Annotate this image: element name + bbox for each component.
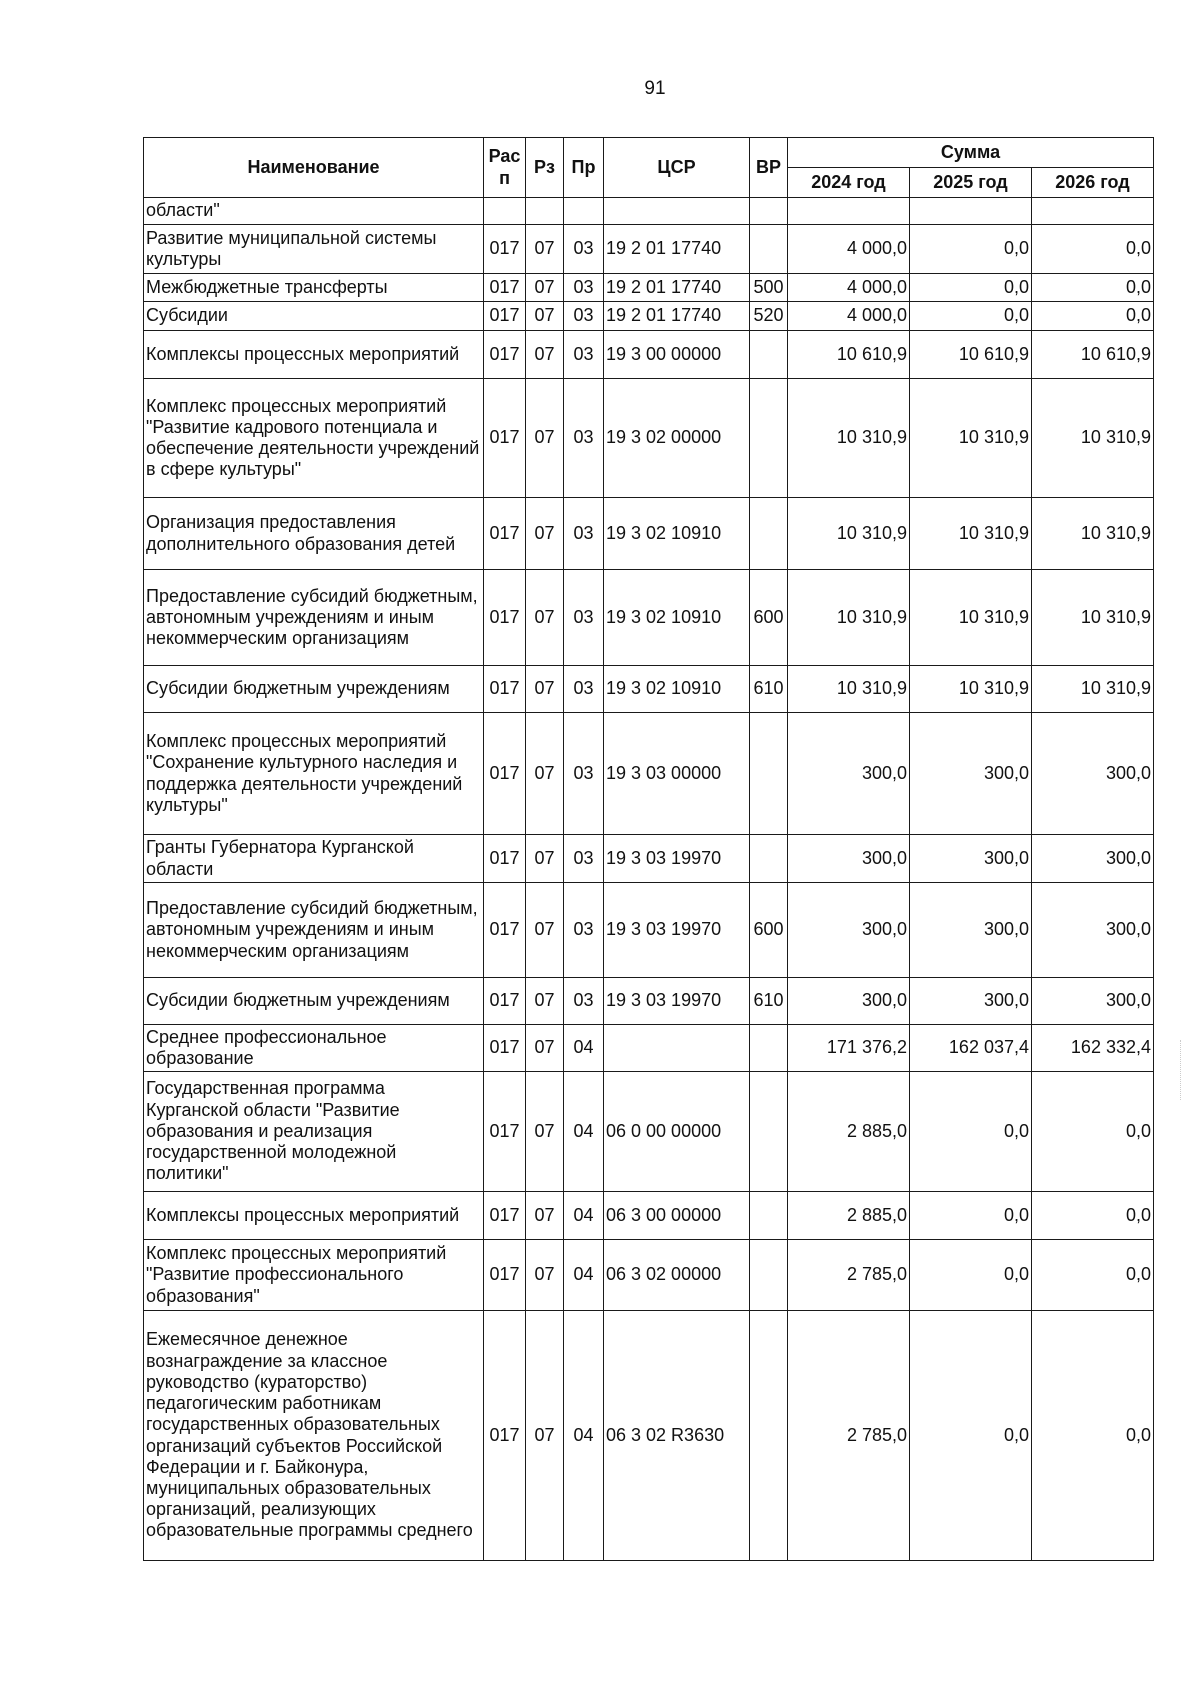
cell-sum-2024: 10 310,9 <box>788 498 910 570</box>
header-rz: Рз <box>526 138 564 198</box>
cell-name: Среднее профессиональное образование <box>144 1025 484 1072</box>
cell-name: Предоставление субсидий бюджетным, автономным учреждениям и иным некоммерческим организациям <box>144 883 484 978</box>
cell-sum-2026: 10 310,9 <box>1032 379 1154 498</box>
header-csr: ЦСР <box>604 138 750 198</box>
cell-pr: 03 <box>564 379 604 498</box>
cell-sum-2024: 2 885,0 <box>788 1072 910 1192</box>
header-rasp: Рас п <box>484 138 526 198</box>
cell-rz: 07 <box>526 225 564 274</box>
table-row <box>144 713 1154 835</box>
cell-sum-2025: 10 310,9 <box>910 379 1032 498</box>
cell-rz: 07 <box>526 978 564 1025</box>
cell-name: области" <box>144 198 484 225</box>
cell-pr: 03 <box>564 713 604 835</box>
cell-csr: 06 3 00 00000 <box>604 1192 750 1240</box>
cell-rasp: 017 <box>484 1192 526 1240</box>
cell-name: Субсидии <box>144 302 484 331</box>
cell-sum-2026: 10 310,9 <box>1032 666 1154 713</box>
cell-sum-2024: 2 785,0 <box>788 1240 910 1311</box>
cell-sum-2025: 0,0 <box>910 225 1032 274</box>
table-row <box>144 1240 1154 1311</box>
cell-rasp: 017 <box>484 274 526 302</box>
table-body <box>144 198 1154 1561</box>
cell-name: Субсидии бюджетным учреждениям <box>144 666 484 713</box>
cell-csr: 19 2 01 17740 <box>604 274 750 302</box>
cell-sum-2026: 300,0 <box>1032 883 1154 978</box>
cell-csr <box>604 1025 750 1072</box>
cell-csr: 19 3 02 10910 <box>604 570 750 666</box>
cell-sum-2026: 0,0 <box>1032 1311 1154 1561</box>
cell-sum-2025: 300,0 <box>910 883 1032 978</box>
cell-name: Комплексы процессных мероприятий <box>144 1192 484 1240</box>
cell-pr: 03 <box>564 978 604 1025</box>
cell-sum-2025: 10 310,9 <box>910 498 1032 570</box>
cell-csr <box>604 198 750 225</box>
cell-pr: 03 <box>564 274 604 302</box>
cell-sum-2025: 10 310,9 <box>910 666 1032 713</box>
header-year-2024: 2024 год <box>788 168 910 198</box>
cell-vr: 500 <box>750 274 788 302</box>
cell-rz: 07 <box>526 274 564 302</box>
cell-sum-2024: 300,0 <box>788 835 910 883</box>
cell-rasp: 017 <box>484 835 526 883</box>
cell-rasp: 017 <box>484 1072 526 1192</box>
cell-pr: 03 <box>564 498 604 570</box>
cell-name: Межбюджетные трансферты <box>144 274 484 302</box>
cell-rz: 07 <box>526 883 564 978</box>
cell-rz: 07 <box>526 379 564 498</box>
cell-pr: 04 <box>564 1311 604 1561</box>
cell-sum-2025: 300,0 <box>910 835 1032 883</box>
cell-sum-2025: 300,0 <box>910 713 1032 835</box>
table-row <box>144 198 1154 225</box>
cell-rz: 07 <box>526 1192 564 1240</box>
cell-rz: 07 <box>526 1025 564 1072</box>
cell-pr: 04 <box>564 1025 604 1072</box>
scan-artifact <box>1180 1040 1183 1100</box>
cell-sum-2025: 0,0 <box>910 1192 1032 1240</box>
cell-pr: 03 <box>564 835 604 883</box>
cell-sum-2025: 0,0 <box>910 1240 1032 1311</box>
budget-table <box>143 137 1154 1561</box>
cell-name: Гранты Губернатора Курганской области <box>144 835 484 883</box>
cell-name: Комплекс процессных мероприятий "Сохранение культурного наследия и поддержка деятельности учреждений культуры" <box>144 713 484 835</box>
cell-pr: 03 <box>564 302 604 331</box>
cell-sum-2024: 10 610,9 <box>788 331 910 379</box>
cell-pr: 04 <box>564 1240 604 1311</box>
cell-rasp: 017 <box>484 666 526 713</box>
cell-csr: 19 2 01 17740 <box>604 302 750 331</box>
cell-sum-2024: 300,0 <box>788 713 910 835</box>
table-row <box>144 379 1154 498</box>
table-row <box>144 835 1154 883</box>
cell-sum-2026: 0,0 <box>1032 1072 1154 1192</box>
cell-sum-2026: 10 310,9 <box>1032 570 1154 666</box>
cell-pr: 03 <box>564 570 604 666</box>
table-row <box>144 302 1154 331</box>
cell-rasp: 017 <box>484 1311 526 1561</box>
table-row <box>144 1072 1154 1192</box>
cell-sum-2024: 171 376,2 <box>788 1025 910 1072</box>
cell-sum-2026: 0,0 <box>1032 225 1154 274</box>
table-row <box>144 1192 1154 1240</box>
cell-sum-2024: 2 785,0 <box>788 1311 910 1561</box>
table-row <box>144 274 1154 302</box>
cell-sum-2026: 300,0 <box>1032 713 1154 835</box>
cell-sum-2024: 10 310,9 <box>788 379 910 498</box>
cell-rasp: 017 <box>484 302 526 331</box>
cell-sum-2025: 0,0 <box>910 1072 1032 1192</box>
cell-sum-2026: 10 310,9 <box>1032 498 1154 570</box>
cell-rz: 07 <box>526 302 564 331</box>
table-row <box>144 570 1154 666</box>
cell-name: Субсидии бюджетным учреждениям <box>144 978 484 1025</box>
cell-sum-2024: 10 310,9 <box>788 570 910 666</box>
cell-pr: 03 <box>564 666 604 713</box>
cell-sum-2025: 0,0 <box>910 1311 1032 1561</box>
table-row <box>144 498 1154 570</box>
cell-vr <box>750 1192 788 1240</box>
cell-csr: 19 3 03 19970 <box>604 835 750 883</box>
cell-vr: 600 <box>750 883 788 978</box>
cell-name: Предоставление субсидий бюджетным, автономным учреждениям и иным некоммерческим организациям <box>144 570 484 666</box>
table-row <box>144 883 1154 978</box>
cell-vr: 520 <box>750 302 788 331</box>
cell-vr: 600 <box>750 570 788 666</box>
cell-vr <box>750 331 788 379</box>
cell-csr: 19 3 03 19970 <box>604 978 750 1025</box>
cell-rz: 07 <box>526 1240 564 1311</box>
cell-csr: 06 3 02 R3630 <box>604 1311 750 1561</box>
cell-name: Комплекс процессных мероприятий "Развитие профессионального образования" <box>144 1240 484 1311</box>
cell-sum-2025: 162 037,4 <box>910 1025 1032 1072</box>
cell-rasp: 017 <box>484 1025 526 1072</box>
cell-rasp: 017 <box>484 379 526 498</box>
cell-sum-2026: 162 332,4 <box>1032 1025 1154 1072</box>
cell-rasp: 017 <box>484 331 526 379</box>
cell-sum-2024: 2 885,0 <box>788 1192 910 1240</box>
cell-name: Государственная программа Курганской области "Развитие образования и реализация государственной молодежной политики" <box>144 1072 484 1192</box>
cell-sum-2026: 300,0 <box>1032 835 1154 883</box>
cell-csr: 06 3 02 00000 <box>604 1240 750 1311</box>
cell-sum-2026: 0,0 <box>1032 274 1154 302</box>
cell-csr: 19 2 01 17740 <box>604 225 750 274</box>
cell-rasp: 017 <box>484 1240 526 1311</box>
cell-sum-2024: 4 000,0 <box>788 225 910 274</box>
cell-name: Ежемесячное денежное вознаграждение за классное руководство (кураторство) педагогическим работникам государственных образовательных организаций субъектов Российской Федерации и г. Байконура, муниципальных образовательных организаций, реализующих образовательные программы среднего <box>144 1311 484 1561</box>
table-row <box>144 978 1154 1025</box>
cell-name: Комплекс процессных мероприятий "Развитие кадрового потенциала и обеспечение деятельности учреждений в сфере культуры" <box>144 379 484 498</box>
cell-sum-2026: 10 610,9 <box>1032 331 1154 379</box>
cell-sum-2026: 0,0 <box>1032 302 1154 331</box>
cell-vr <box>750 1025 788 1072</box>
cell-sum-2024: 300,0 <box>788 883 910 978</box>
cell-vr <box>750 713 788 835</box>
cell-sum-2026: 300,0 <box>1032 978 1154 1025</box>
table-row <box>144 331 1154 379</box>
cell-vr: 610 <box>750 666 788 713</box>
cell-pr: 04 <box>564 1192 604 1240</box>
cell-sum-2025: 0,0 <box>910 274 1032 302</box>
table-row <box>144 1311 1154 1561</box>
cell-name: Организация предоставления дополнительного образования детей <box>144 498 484 570</box>
cell-sum-2024: 4 000,0 <box>788 274 910 302</box>
header-name: Наименование <box>144 138 484 198</box>
cell-rz: 07 <box>526 331 564 379</box>
cell-pr: 03 <box>564 883 604 978</box>
cell-sum-2025: 300,0 <box>910 978 1032 1025</box>
cell-sum-2025: 10 310,9 <box>910 570 1032 666</box>
header-vr: ВР <box>750 138 788 198</box>
cell-rasp: 017 <box>484 570 526 666</box>
cell-vr <box>750 379 788 498</box>
cell-vr: 610 <box>750 978 788 1025</box>
cell-rasp: 017 <box>484 978 526 1025</box>
cell-rz: 07 <box>526 1311 564 1561</box>
cell-csr: 19 3 03 00000 <box>604 713 750 835</box>
cell-sum-2026: 0,0 <box>1032 1240 1154 1311</box>
cell-csr: 06 0 00 00000 <box>604 1072 750 1192</box>
cell-csr: 19 3 00 00000 <box>604 331 750 379</box>
cell-rz: 07 <box>526 666 564 713</box>
cell-sum-2024: 10 310,9 <box>788 666 910 713</box>
cell-rasp: 017 <box>484 883 526 978</box>
cell-csr: 19 3 02 10910 <box>604 666 750 713</box>
cell-pr: 04 <box>564 1072 604 1192</box>
cell-csr: 19 3 03 19970 <box>604 883 750 978</box>
cell-pr: 03 <box>564 331 604 379</box>
cell-rz: 07 <box>526 570 564 666</box>
cell-sum-2024 <box>788 198 910 225</box>
cell-rz: 07 <box>526 498 564 570</box>
cell-rz <box>526 198 564 225</box>
cell-rz: 07 <box>526 835 564 883</box>
cell-vr <box>750 225 788 274</box>
cell-pr <box>564 198 604 225</box>
cell-rasp: 017 <box>484 225 526 274</box>
cell-rasp: 017 <box>484 498 526 570</box>
header-pr: Пр <box>564 138 604 198</box>
table-header <box>144 138 1154 198</box>
cell-vr <box>750 835 788 883</box>
cell-pr: 03 <box>564 225 604 274</box>
page-number: 91 <box>644 78 666 99</box>
cell-csr: 19 3 02 00000 <box>604 379 750 498</box>
cell-csr: 19 3 02 10910 <box>604 498 750 570</box>
cell-vr <box>750 1311 788 1561</box>
cell-name: Комплексы процессных мероприятий <box>144 331 484 379</box>
cell-vr <box>750 198 788 225</box>
cell-sum-2025 <box>910 198 1032 225</box>
cell-sum-2024: 4 000,0 <box>788 302 910 331</box>
table-row <box>144 225 1154 274</box>
table-row <box>144 666 1154 713</box>
cell-name: Развитие муниципальной системы культуры <box>144 225 484 274</box>
cell-sum-2026: 0,0 <box>1032 1192 1154 1240</box>
cell-rz: 07 <box>526 713 564 835</box>
cell-vr <box>750 498 788 570</box>
cell-rz: 07 <box>526 1072 564 1192</box>
header-year-2026: 2026 год <box>1032 168 1154 198</box>
cell-rasp <box>484 198 526 225</box>
table-row <box>144 1025 1154 1072</box>
cell-sum-2025: 0,0 <box>910 302 1032 331</box>
cell-sum-2026 <box>1032 198 1154 225</box>
cell-sum-2024: 300,0 <box>788 978 910 1025</box>
cell-rasp: 017 <box>484 713 526 835</box>
header-sum: Сумма <box>788 138 1154 168</box>
header-year-2025: 2025 год <box>910 168 1032 198</box>
cell-vr <box>750 1072 788 1192</box>
cell-vr <box>750 1240 788 1311</box>
cell-sum-2025: 10 610,9 <box>910 331 1032 379</box>
